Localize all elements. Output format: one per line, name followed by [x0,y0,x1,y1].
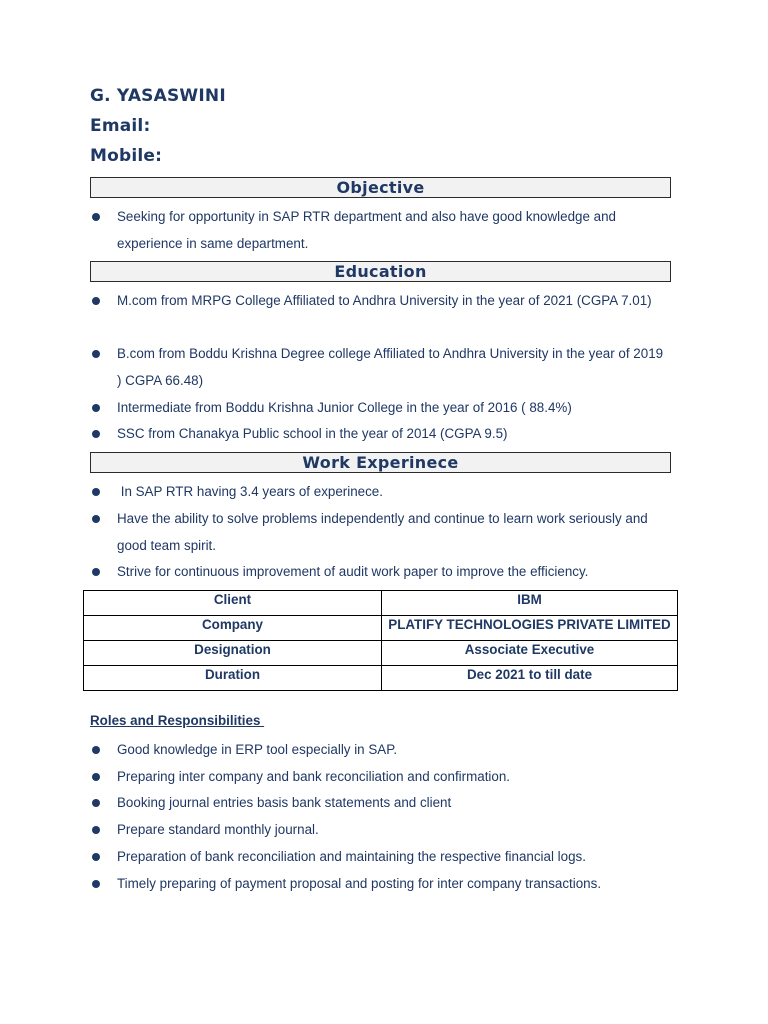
experience-heading: Work Experinece [90,452,671,473]
experience-item-text: Strive for continuous improvement of audit work paper to improve the efficiency. [117,564,589,579]
roles-item [90,843,670,870]
mobile-label: Mobile: [90,146,163,166]
education-item-text: B.com from Boddu Krishna Degree college Affiliated to Andhra University in the year of 2019 ) CGPA 66.48) [117,346,664,388]
table-row [84,666,678,691]
bullet-icon [92,515,100,523]
objective-heading: Objective [90,177,671,198]
table-value-cell: PLATIFY TECHNOLOGIES PRIVATE LIMITED [382,616,678,641]
roles-item-text: Prepare standard monthly journal. [117,822,319,837]
roles-item-text: Booking journal entries basis bank statements and client [117,795,452,810]
education-heading: Education [90,261,671,282]
email-label: Email: [90,116,151,136]
bullet-icon [92,213,100,221]
education-item [90,394,670,421]
table-value-cell: Associate Executive [382,641,678,666]
bullet-icon [92,746,100,754]
table-key-cell: Designation [84,641,382,666]
employment-table [83,590,678,691]
bullet-icon [92,773,100,781]
bullet-icon [92,430,100,438]
roles-item [90,789,670,816]
table-key-cell: Company [84,616,382,641]
table-row [84,616,678,641]
roles-heading: Roles and Responsibilities [90,713,265,728]
roles-item-text: Preparation of bank reconciliation and maintaining the respective financial logs. [117,849,586,864]
education-item [90,420,670,447]
experience-item [90,558,670,585]
table-key-cell: Client [84,591,382,616]
table-value-cell: IBM [382,591,678,616]
experience-item [90,478,670,505]
education-item [90,340,670,394]
roles-item [90,870,670,897]
roles-item-text: Good knowledge in ERP tool especially in SAP. [117,742,398,757]
roles-item [90,816,670,843]
bullet-icon [92,404,100,412]
education-item-text: M.com from MRPG College Affiliated to Andhra University in the year of 2021 (CGPA 7.01) [117,293,652,308]
bullet-icon [92,568,100,576]
table-key-cell: Duration [84,666,382,691]
bullet-icon [92,350,100,358]
table-value-cell: Dec 2021 to till date [382,666,678,691]
bullet-icon [92,297,100,305]
objective-item [90,203,670,257]
experience-item-text: In SAP RTR having 3.4 years of experinece. [117,484,383,499]
education-item [90,287,670,314]
bullet-icon [92,880,100,888]
education-item-text: SSC from Chanakya Public school in the year of 2014 (CGPA 9.5) [117,426,508,441]
roles-item [90,763,670,790]
bullet-icon [92,799,100,807]
roles-item-text: Preparing inter company and bank reconciliation and confirmation. [117,769,511,784]
bullet-icon [92,826,100,834]
table-row [84,641,678,666]
bullet-icon [92,488,100,496]
experience-item [90,505,670,559]
bullet-icon [92,853,100,861]
education-item-text: Intermediate from Boddu Krishna Junior College in the year of 2016 ( 88.4%) [117,400,572,415]
roles-item [90,736,670,763]
objective-item-text: Seeking for opportunity in SAP RTR department and also have good knowledge and experience in same department. [117,209,617,251]
experience-item-text: Have the ability to solve problems independently and continue to learn work seriously and good team spirit. [117,511,648,553]
roles-item-text: Timely preparing of payment proposal and posting for inter company transactions. [117,876,602,891]
table-row [84,591,678,616]
candidate-name: G. YASASWINI [90,86,226,106]
